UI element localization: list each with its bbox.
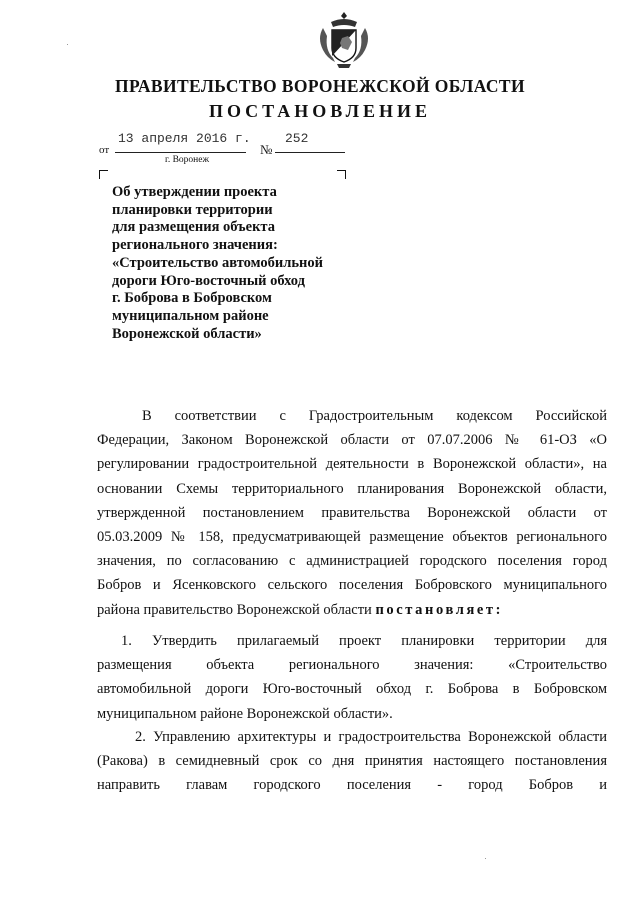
document-title [112,184,352,343]
body-line: значения, по согласованию с администрацией городского поселения город [97,553,607,570]
coat-of-arms-icon [315,8,373,70]
body-line: 2. Управлению архитектуры и градостроительства Воронежской области [135,729,607,745]
body-line: 05.03.2009 № 158, предусматривающей размещение объектов регионального [97,529,607,546]
resolves-word: постановляет: [375,601,504,618]
title-line: Воронежской области» [112,325,262,342]
body-line: основании Схемы территориального планирования Воронежской области, [97,480,607,497]
body-line: муниципальном районе Воронежской области». [97,705,393,722]
title-line: для размещения объекта [112,219,275,236]
government-title: ПРАВИТЕЛЬСТВО ВОРОНЕЖСКОЙ ОБЛАСТИ [114,76,526,96]
body-line: автомобильной дороги Юго-восточный обход г. Боброва в Бобровском [97,681,607,698]
scan-speck [67,44,68,45]
body-line: размещения объекта регионального значения: «Строительство [97,657,607,674]
paragraph-item-1 [97,629,607,726]
body-text: района правительство Воронежской области [97,601,372,618]
corner-mark-left [99,170,108,179]
corner-mark-right [337,170,346,179]
body-line: Бобров и Ясенковского сельского поселения Бобровского муниципального [97,577,607,594]
body-line: направить главам городского поселения - город Бобров и [97,777,607,794]
title-line: г. Боброва в Бобровском [112,290,272,307]
title-line: «Строительство автомобильной [112,254,323,271]
title-line: муниципальном районе [112,307,269,324]
title-line: дороги Юго-восточный обход [112,272,305,289]
body-line: 1. Утвердить прилагаемый проект планировки территории для [121,633,607,649]
body-line: (Ракова) в семидневный срок со дня принятия настоящего постановления [97,753,607,770]
city: г. Воронеж [165,155,210,165]
number-prefix: № [260,142,273,157]
title-line: регионального значения: [112,237,278,254]
date-value: 13 апреля 2016 г. [118,131,251,146]
body-line: утвержденной постановлением правительства Воронежской области от [97,504,607,521]
scan-speck [485,858,486,859]
document-type: ПОСТАНОВЛЕНИЕ [208,101,432,121]
paragraph-item-2 [97,725,607,798]
date-prefix: от [99,144,110,156]
body-line: В соответствии с Градостроительным кодексом Российской [142,408,607,424]
title-line: Об утверждении проекта [112,184,277,200]
body-line-last [97,598,607,622]
title-line: планировки территории [112,201,273,218]
number-value: 252 [285,131,309,146]
paragraph-preamble [97,404,607,622]
body-line: Федерации, Законом Воронежской области от 07.07.2006 № 61-ОЗ «О [97,432,607,449]
body-line: регулировании градостроительной деятельности в Воронежской области», на [97,456,607,473]
